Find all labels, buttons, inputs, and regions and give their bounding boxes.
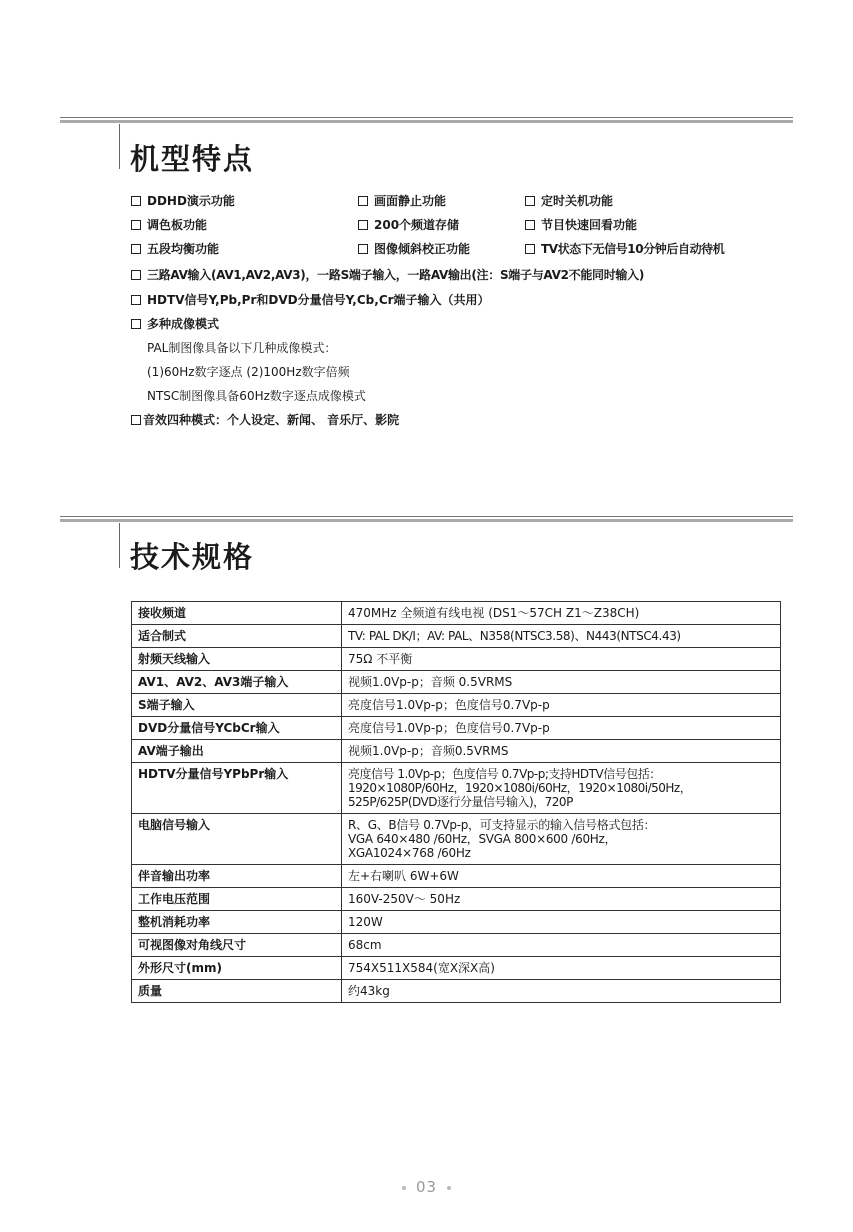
table-row xyxy=(132,957,781,980)
table-row xyxy=(132,763,781,814)
spec-key: 电脑信号输入 xyxy=(132,814,342,865)
section2-rule xyxy=(60,516,793,522)
feature-item: 五段均衡功能 xyxy=(131,241,219,257)
spec-value: 亮度信号 1.0Vp-p；色度信号 0.7Vp-p;支持HDTV信号包括： 1920×1080P/60Hz，1920×1080i/60Hz，1920×1080i/50Hz， 525P/625P(DVD逐行分量信号输入)，720P xyxy=(342,763,781,814)
table-row xyxy=(132,865,781,888)
spec-key: 工作电压范围 xyxy=(132,888,342,911)
section2-vbar xyxy=(119,523,120,568)
spec-value: 160V-250V～ 50Hz xyxy=(342,888,781,911)
table-row xyxy=(132,602,781,625)
section2-title: 技术规格 xyxy=(130,540,255,574)
feature-item: 节目快速回看功能 xyxy=(525,217,637,233)
spec-value: 视频1.0Vp-p；音频0.5VRMS xyxy=(342,740,781,763)
checkbox-icon xyxy=(525,196,535,206)
feature-item: 图像倾斜校正功能 xyxy=(358,241,470,257)
spec-value: TV: PAL DK/I；AV: PAL、N358(NTSC3.58)、N443(NTSC4.43) xyxy=(342,625,781,648)
feature-imaging-modes: 多种成像模式 xyxy=(131,316,219,332)
feature-item: 画面静止功能 xyxy=(358,193,446,209)
spec-key: DVD分量信号YCbCr输入 xyxy=(132,717,342,740)
spec-key: 适合制式 xyxy=(132,625,342,648)
table-row xyxy=(132,717,781,740)
spec-value: 68cm xyxy=(342,934,781,957)
checkbox-icon xyxy=(131,319,141,329)
table-row xyxy=(132,814,781,865)
table-row xyxy=(132,625,781,648)
spec-value: 约43kg xyxy=(342,980,781,1003)
checkbox-icon xyxy=(131,244,141,254)
table-row xyxy=(132,694,781,717)
spec-key: 质量 xyxy=(132,980,342,1003)
imaging-mode-ntsc: NTSC制图像具备60Hz数字逐点成像模式 xyxy=(147,389,366,403)
feature-item: TV状态下无信号10分钟后自动待机 xyxy=(525,241,724,257)
section1-vbar xyxy=(119,124,120,169)
checkbox-icon xyxy=(525,244,535,254)
dot-icon xyxy=(447,1186,451,1190)
section1-rule xyxy=(60,117,793,123)
checkbox-icon xyxy=(131,270,141,280)
imaging-mode-pal-options: (1)60Hz数字逐点 (2)100Hz数字倍频 xyxy=(147,365,350,379)
spec-key: 射频天线输入 xyxy=(132,648,342,671)
spec-value: 左+右喇叭 6W+6W xyxy=(342,865,781,888)
checkbox-icon xyxy=(525,220,535,230)
spec-value: 亮度信号1.0Vp-p；色度信号0.7Vp-p xyxy=(342,717,781,740)
feature-item: 200个频道存储 xyxy=(358,217,459,233)
spec-key: HDTV分量信号YPbPr输入 xyxy=(132,763,342,814)
table-row xyxy=(132,648,781,671)
checkbox-icon xyxy=(131,415,141,425)
feature-hdtv: HDTV信号Y,Pb,Pr和DVD分量信号Y,Cb,Cr端子输入（共用） xyxy=(131,292,490,308)
spec-value: 470MHz 全频道有线电视 (DS1～57CH Z1～Z38CH) xyxy=(342,602,781,625)
table-row xyxy=(132,980,781,1003)
checkbox-icon xyxy=(358,244,368,254)
dot-icon xyxy=(402,1186,406,1190)
spec-value: 120W xyxy=(342,911,781,934)
spec-key: S端子输入 xyxy=(132,694,342,717)
feature-audio-modes: 音效四种模式：个人设定、新闻、 音乐厅、影院 xyxy=(131,412,399,428)
spec-value: 75Ω 不平衡 xyxy=(342,648,781,671)
section1-title: 机型特点 xyxy=(130,142,255,176)
spec-value: 754X511X584(宽X深X高) xyxy=(342,957,781,980)
checkbox-icon xyxy=(358,196,368,206)
spec-key: 接收频道 xyxy=(132,602,342,625)
spec-key: 外形尺寸(mm) xyxy=(132,957,342,980)
spec-key: 可视图像对角线尺寸 xyxy=(132,934,342,957)
table-row xyxy=(132,671,781,694)
spec-key: 伴音输出功率 xyxy=(132,865,342,888)
spec-key: 整机消耗功率 xyxy=(132,911,342,934)
spec-key: AV1、AV2、AV3端子输入 xyxy=(132,671,342,694)
checkbox-icon xyxy=(131,295,141,305)
feature-item: DDHD演示功能 xyxy=(131,193,235,209)
checkbox-icon xyxy=(131,220,141,230)
spec-value: 视频1.0Vp-p；音频 0.5VRMS xyxy=(342,671,781,694)
feature-item: 调色板功能 xyxy=(131,217,207,233)
table-row xyxy=(132,911,781,934)
table-row xyxy=(132,740,781,763)
checkbox-icon xyxy=(131,196,141,206)
spec-key: AV端子输出 xyxy=(132,740,342,763)
imaging-mode-pal: PAL制图像具备以下几种成像模式： xyxy=(147,341,337,355)
feature-av-inputs: 三路AV输入(AV1,AV2,AV3)，一路S端子输入，一路AV输出(注：S端子与AV2不能同时输入) xyxy=(131,267,644,283)
spec-value: R、G、B信号 0.7Vp-p，可支持显示的输入信号格式包括： VGA 640×480 /60Hz，SVGA 800×600 /60Hz， XGA1024×768 /60Hz xyxy=(342,814,781,865)
spec-value: 亮度信号1.0Vp-p；色度信号0.7Vp-p xyxy=(342,694,781,717)
table-row xyxy=(132,888,781,911)
table-row xyxy=(132,934,781,957)
feature-item: 定时关机功能 xyxy=(525,193,613,209)
page-number: 03 xyxy=(0,1178,853,1196)
spec-table xyxy=(131,601,781,1003)
checkbox-icon xyxy=(358,220,368,230)
